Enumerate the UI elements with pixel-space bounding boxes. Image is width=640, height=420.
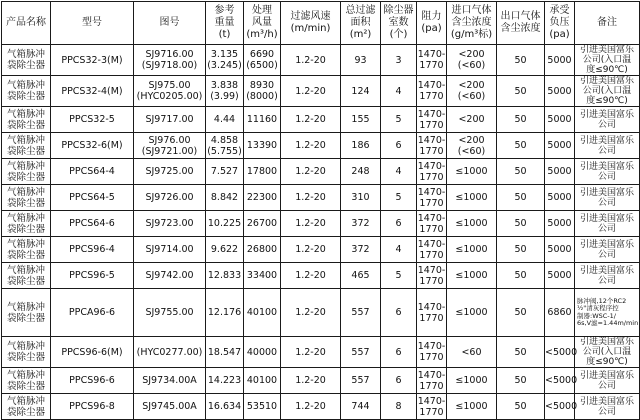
cell-air-volume: 33400 <box>244 263 281 289</box>
cell-filter-velocity: 1.2-20 <box>281 337 341 368</box>
table-row <box>2 263 640 289</box>
cell-filter-area: 372 <box>341 237 381 263</box>
cell-outlet-conc: 50 <box>497 289 545 337</box>
cell-filter-velocity: 1.2-20 <box>281 289 341 337</box>
header-pressure: 承受 负压 (pa) <box>545 2 575 45</box>
cell-model: PPCS64-5 <box>51 185 134 211</box>
cell-resistance: 1470- 1770 <box>417 395 446 418</box>
cell-inlet-conc: ≤1000 <box>447 394 497 420</box>
cell-drawing-no: SJ9742.00 <box>134 263 206 289</box>
cell-resistance: 1470- 1770 <box>417 108 446 131</box>
cell-air-volume: 17800 <box>244 159 281 185</box>
cell-chambers: 6 <box>381 368 417 394</box>
cell-outlet-conc: 50 <box>497 107 545 133</box>
cell-inlet-conc: <200 (<60) <box>447 45 497 76</box>
cell-resistance: 1470- 1770 <box>417 337 447 368</box>
header-chambers: 除尘器 室数 (个) <box>381 2 417 45</box>
table-row <box>2 394 640 420</box>
cell-chambers: 6 <box>381 289 417 337</box>
table-row <box>2 337 640 368</box>
cell-product-name: 气箱脉冲 袋除尘器 <box>2 133 51 159</box>
cell-filter-velocity: 1.2-20 <box>281 107 341 133</box>
cell-remark: 引进美国富乐 公司(入口温 度≤90℃) <box>575 76 640 107</box>
cell-resistance: 1470- 1770 <box>417 369 446 392</box>
cell-chambers: 5 <box>381 185 417 211</box>
header-weight: 参考 重量 (t) <box>206 2 244 45</box>
cell-filter-velocity: 1.2-20 <box>281 76 341 107</box>
cell-outlet-conc: 50 <box>497 185 545 211</box>
cell-air-volume: 8930 (8000) <box>244 76 281 107</box>
cell-resistance: 1470- 1770 <box>417 289 447 337</box>
cell-inlet-conc: ≤1000 <box>447 185 497 211</box>
cell-remark: 引进美国富乐 公司 <box>575 237 640 263</box>
cell-filter-area: 557 <box>341 368 381 394</box>
cell-filter-velocity: 1.2-20 <box>281 211 341 237</box>
cell-resistance: 1470- 1770 <box>417 160 446 183</box>
cell-filter-velocity: 1.2-20 <box>281 394 341 420</box>
cell-chambers: 4 <box>381 237 417 263</box>
cell-remark: 脉冲阀,12个RC2 ½"清灰程序控 制器:WSC-1/ 6s,V滤=1.44m/min <box>575 289 640 337</box>
cell-model: PPCS96-4 <box>51 237 134 263</box>
cell-resistance: 1470- 1770 <box>417 45 447 76</box>
header-model: 型号 <box>51 2 134 45</box>
cell-inlet-conc: <60 <box>447 337 497 368</box>
cell-product-name: 气箱脉冲 袋除尘器 <box>2 185 51 211</box>
cell-pressure: 5000 <box>545 76 575 107</box>
cell-drawing-no: SJ975.00 (HYC0205.00) <box>134 76 206 107</box>
table-row <box>2 133 640 159</box>
cell-resistance: 1470- 1770 <box>417 212 446 235</box>
cell-remark: 引进美国富乐 公司 <box>575 133 640 159</box>
cell-filter-area: 465 <box>341 263 381 289</box>
cell-remark: 引进美国富乐 公司 <box>575 107 640 133</box>
cell-chambers: 6 <box>381 133 417 159</box>
cell-filter-area: 155 <box>341 107 381 133</box>
cell-drawing-no: SJ9745.00A <box>134 394 206 420</box>
cell-product-name: 气箱脉冲 袋除尘器 <box>2 289 51 337</box>
cell-drawing-no: SJ9726.00 <box>134 185 206 211</box>
cell-filter-area: 124 <box>341 76 381 107</box>
header-remark: 备注 <box>575 2 640 45</box>
cell-resistance: 1470- 1770 <box>417 186 446 209</box>
header-outlet-conc: 出口气体 含尘浓度 <box>497 2 545 45</box>
cell-chambers: 3 <box>381 45 417 76</box>
cell-outlet-conc: 50 <box>497 263 545 289</box>
cell-drawing-no: SJ9755.00 <box>134 289 206 337</box>
cell-inlet-conc: <200 (<60) <box>447 76 497 107</box>
cell-product-name: 气箱脉冲 袋除尘器 <box>2 76 51 107</box>
cell-filter-area: 248 <box>341 159 381 185</box>
cell-filter-velocity: 1.2-20 <box>281 133 341 159</box>
cell-outlet-conc: 50 <box>497 394 545 420</box>
cell-drawing-no: SJ976.00 (SJ9721.00) <box>134 133 206 159</box>
cell-outlet-conc: 50 <box>497 211 545 237</box>
cell-drawing-no: SJ9714.00 <box>134 237 206 263</box>
cell-outlet-conc: 50 <box>497 337 545 368</box>
cell-model: PPCS64-6 <box>51 211 134 237</box>
cell-filter-velocity: 1.2-20 <box>281 159 341 185</box>
header-resistance: 阻力 (pa) <box>417 2 447 45</box>
cell-pressure: 5000 <box>545 107 575 133</box>
cell-weight: 8.842 <box>206 185 244 211</box>
cell-filter-velocity: 1.2-20 <box>281 368 341 394</box>
cell-outlet-conc: 50 <box>497 159 545 185</box>
cell-drawing-no: SJ9717.00 <box>134 107 206 133</box>
cell-air-volume: 11160 <box>244 107 281 133</box>
cell-weight: 7.527 <box>206 159 244 185</box>
cell-remark: 引进美国富乐 公司 <box>575 263 640 289</box>
cell-product-name: 气箱脉冲 袋除尘器 <box>2 45 51 76</box>
table-row <box>2 45 640 76</box>
cell-inlet-conc: ≤1000 <box>447 211 497 237</box>
cell-drawing-no: SJ9725.00 <box>134 159 206 185</box>
cell-filter-area: 557 <box>341 337 381 368</box>
cell-weight: 14.223 <box>206 368 244 394</box>
cell-pressure: 5000 <box>545 237 575 263</box>
cell-pressure: 5000 <box>545 185 575 211</box>
cell-pressure: 5000 <box>545 133 575 159</box>
header-drawing-no: 图号 <box>134 2 206 45</box>
cell-model: PPCS64-4 <box>51 159 134 185</box>
cell-remark: 引进美国富乐 公司 <box>575 185 640 211</box>
cell-remark: 引进美国富乐 公司(入口温 度≤90℃) <box>575 337 640 368</box>
header-product-name: 产品名称 <box>2 2 51 45</box>
cell-inlet-conc: <200 <box>447 107 497 133</box>
cell-weight: 16.634 <box>206 394 244 420</box>
cell-air-volume: 6690 (6500) <box>244 45 281 76</box>
cell-pressure: 5000 <box>545 159 575 185</box>
cell-chambers: 6 <box>381 337 417 368</box>
table-row <box>2 159 640 185</box>
cell-inlet-conc: ≤1000 <box>447 263 497 289</box>
cell-air-volume: 53510 <box>244 394 281 420</box>
cell-product-name: 气箱脉冲 袋除尘器 <box>2 211 51 237</box>
cell-chambers: 8 <box>381 394 417 420</box>
cell-product-name: 气箱脉冲 袋除尘器 <box>2 394 51 420</box>
cell-remark: 引进美国富乐 公司(入口温 度≤90℃) <box>575 45 640 76</box>
cell-product-name: 气箱脉冲 袋除尘器 <box>2 237 51 263</box>
cell-chambers: 4 <box>381 159 417 185</box>
cell-weight: 3.135 (3.245) <box>206 45 244 76</box>
cell-pressure: <5000 <box>545 394 575 420</box>
cell-air-volume: 22300 <box>244 185 281 211</box>
cell-pressure: <5000 <box>545 337 575 368</box>
cell-product-name: 气箱脉冲 袋除尘器 <box>2 337 51 368</box>
cell-resistance: 1470- 1770 <box>417 238 446 261</box>
cell-outlet-conc: 50 <box>497 133 545 159</box>
cell-inlet-conc: ≤1000 <box>447 368 497 394</box>
table-row <box>2 185 640 211</box>
cell-weight: 18.547 <box>206 337 244 368</box>
cell-weight: 4.44 <box>206 107 244 133</box>
cell-filter-area: 310 <box>341 185 381 211</box>
table-body <box>2 45 640 420</box>
cell-weight: 12.833 <box>206 263 244 289</box>
cell-pressure: 6860 <box>545 289 575 337</box>
cell-air-volume: 13390 <box>244 133 281 159</box>
cell-model: PPCS96-5 <box>51 263 134 289</box>
cell-pressure: 5000 <box>545 211 575 237</box>
cell-drawing-no: (HYC0277.00) <box>134 337 206 368</box>
cell-model: PPCS32-4(M) <box>51 76 134 107</box>
cell-filter-area: 557 <box>341 289 381 337</box>
cell-air-volume: 26700 <box>244 211 281 237</box>
cell-filter-velocity: 1.2-20 <box>281 237 341 263</box>
table-row <box>2 211 640 237</box>
cell-filter-area: 744 <box>341 394 381 420</box>
cell-drawing-no: SJ9723.00 <box>134 211 206 237</box>
cell-chambers: 4 <box>381 76 417 107</box>
cell-inlet-conc: ≤1000 <box>447 289 497 337</box>
cell-air-volume: 40100 <box>244 368 281 394</box>
cell-weight: 12.176 <box>206 289 244 337</box>
cell-model: PPCS96-6 <box>51 368 134 394</box>
cell-product-name: 气箱脉冲 袋除尘器 <box>2 159 51 185</box>
cell-inlet-conc: ≤1000 <box>447 237 497 263</box>
table-row <box>2 76 640 107</box>
cell-pressure: 5000 <box>545 263 575 289</box>
cell-weight: 4.858 (5.755) <box>207 134 242 157</box>
cell-weight: 3.838 (3.99) <box>206 76 244 107</box>
table-row <box>2 368 640 394</box>
cell-outlet-conc: 50 <box>497 368 545 394</box>
header-row <box>2 2 640 45</box>
cell-remark: 引进美国富乐 公司 <box>575 394 640 420</box>
cell-chambers: 6 <box>381 211 417 237</box>
table-row <box>2 289 640 337</box>
cell-weight: 10.225 <box>206 211 244 237</box>
cell-resistance: 1470- 1770 <box>417 264 446 287</box>
cell-outlet-conc: 50 <box>497 237 545 263</box>
cell-air-volume: 40000 <box>244 337 281 368</box>
cell-remark: 引进美国富乐 公司 <box>575 159 640 185</box>
cell-weight: 9.622 <box>206 237 244 263</box>
cell-outlet-conc: 50 <box>497 45 545 76</box>
cell-resistance: 1470- 1770 <box>417 76 447 107</box>
cell-model: PPCS32-6(M) <box>51 133 134 159</box>
cell-product-name: 气箱脉冲 袋除尘器 <box>2 368 51 394</box>
cell-product-name: 气箱脉冲 袋除尘器 <box>2 107 51 133</box>
cell-pressure: <5000 <box>545 368 575 394</box>
dust-collector-spec-table <box>1 1 640 420</box>
cell-filter-area: 372 <box>341 211 381 237</box>
cell-drawing-no: SJ9734.00A <box>134 368 206 394</box>
cell-air-volume: 26800 <box>244 237 281 263</box>
cell-filter-velocity: 1.2-20 <box>281 263 341 289</box>
cell-inlet-conc: <200 (<60) <box>447 133 497 159</box>
cell-drawing-no: SJ9716.00 (SJ9718.00) <box>134 45 206 76</box>
table-row <box>2 237 640 263</box>
cell-remark: 引进美国富乐 公司 <box>575 211 640 237</box>
cell-model: PPCS96-6(M) <box>51 337 134 368</box>
cell-model: PPCS32-5 <box>51 107 134 133</box>
cell-product-name: 气箱脉冲 袋除尘器 <box>2 263 51 289</box>
cell-filter-area: 93 <box>341 45 381 76</box>
cell-model: PPCS32-3(M) <box>51 45 134 76</box>
cell-air-volume: 40100 <box>244 289 281 337</box>
cell-remark: 引进美国富乐 公司 <box>575 368 640 394</box>
cell-filter-area: 186 <box>341 133 381 159</box>
cell-chambers: 5 <box>381 107 417 133</box>
cell-outlet-conc: 50 <box>497 76 545 107</box>
cell-filter-velocity: 1.2-20 <box>281 185 341 211</box>
header-filter-area: 总过滤 面积 (m²) <box>341 2 381 45</box>
cell-model: PPCS96-8 <box>51 394 134 420</box>
header-inlet-conc: 进口气体 含尘浓度 (g/m³标) <box>447 2 497 45</box>
cell-resistance: 1470- 1770 <box>417 134 446 157</box>
cell-filter-velocity: 1.2-20 <box>281 45 341 76</box>
cell-inlet-conc: ≤1000 <box>447 159 497 185</box>
cell-chambers: 5 <box>381 263 417 289</box>
table-row <box>2 107 640 133</box>
cell-model: PPCA96-6 <box>51 289 134 337</box>
header-filter-velocity: 过滤风速 (m/min) <box>281 2 341 45</box>
header-air-volume: 处理 风量 (m³/h) <box>244 2 281 45</box>
cell-pressure: 5000 <box>545 45 575 76</box>
